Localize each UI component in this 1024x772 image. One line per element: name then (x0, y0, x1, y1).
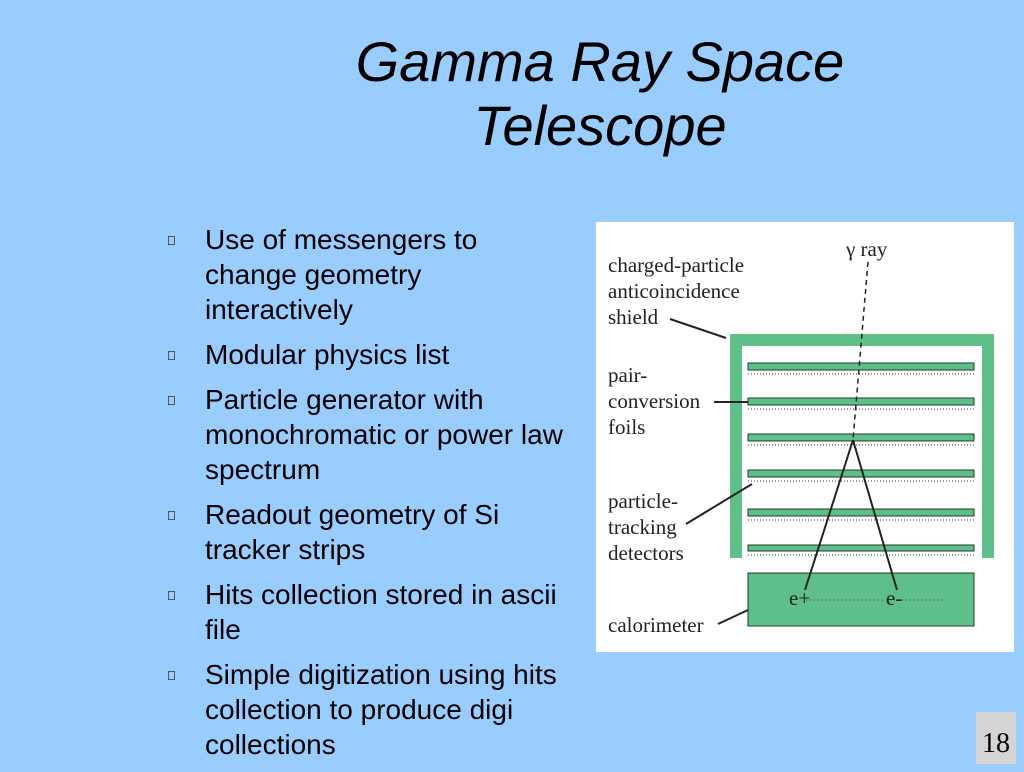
slide-title (300, 30, 900, 158)
foils-label: pair- conversion foils (608, 363, 701, 439)
tracker-layer (748, 434, 974, 445)
detectors-leader-line (686, 484, 752, 524)
tracker-layer (748, 470, 974, 481)
bullet-item: Particle generator with monochromatic or power law spectrum (166, 382, 566, 487)
title-line-1: Gamma Ray Space (355, 30, 845, 93)
bullet-item: Simple digitization using hits collection to produce digi collections (166, 657, 566, 762)
calorimeter-label: calorimeter (608, 613, 704, 637)
tracker-layer (748, 509, 974, 520)
bullet-marker-icon (168, 396, 175, 405)
bullet-marker-icon (168, 671, 175, 680)
electron-label: e- (886, 586, 903, 610)
tracker-layer (748, 545, 974, 555)
bullet-item: Use of messengers to change geometry interactively (166, 222, 566, 327)
bullet-marker-icon (168, 591, 175, 600)
gamma-ray-path (853, 262, 868, 440)
bullet-marker-icon (168, 511, 175, 520)
gamma-ray-label: γ ray (846, 237, 888, 261)
bullet-item: Modular physics list (166, 337, 566, 372)
bullet-marker-icon (168, 351, 175, 360)
telescope-diagram (596, 222, 1014, 652)
tracker-layers (748, 363, 974, 555)
positron-label: e+ (789, 586, 811, 610)
calorimeter-leader-line (718, 610, 748, 624)
telescope-diagram-svg (596, 222, 1014, 652)
tracker-layer (748, 398, 974, 409)
title-line-2: Telescope (473, 94, 727, 157)
shield-label: charged-particle anticoincidence shield (608, 253, 745, 329)
bullet-list (166, 222, 566, 772)
tracker-layer (748, 363, 974, 374)
page-number-box (976, 712, 1016, 764)
detectors-label: particle- tracking detectors (608, 489, 684, 565)
bullet-item: Readout geometry of Si tracker strips (166, 497, 566, 567)
shield-leader-line (670, 319, 726, 338)
page-number: 18 (982, 728, 1010, 759)
bullet-marker-icon (168, 236, 175, 245)
bullet-item: Hits collection stored in ascii file (166, 577, 566, 647)
calorimeter-block (748, 573, 974, 626)
